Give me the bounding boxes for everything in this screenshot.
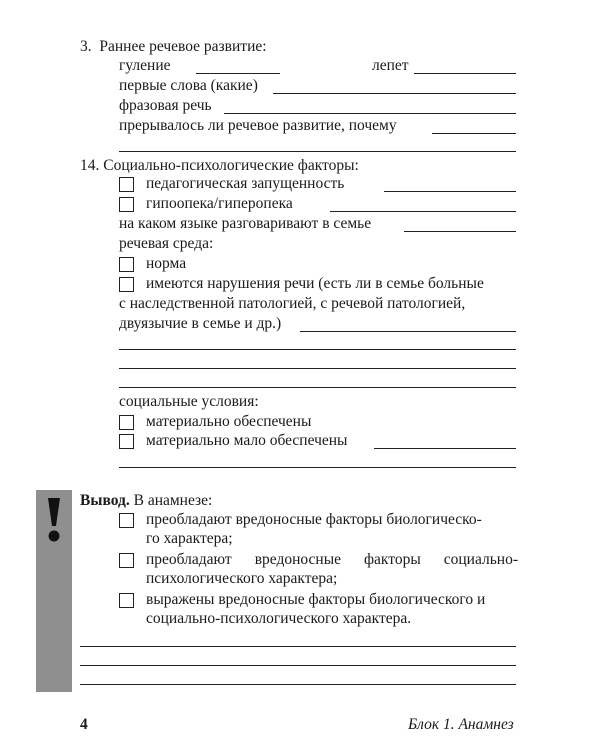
phrasal-label: фразовая речь: [119, 97, 212, 114]
both-label-1: выражены вредоносные факторы биологического и: [146, 591, 486, 608]
lepet-label: лепет: [372, 57, 409, 74]
poorly-off-checkbox[interactable]: [119, 434, 134, 449]
conclusion-text: В анамнезе:: [133, 492, 213, 509]
hypoopeka-checkbox[interactable]: [119, 197, 134, 212]
poorly-off-line[interactable]: [374, 448, 516, 449]
social-psych-label-1: [146, 551, 518, 569]
well-off-checkbox[interactable]: [119, 415, 134, 430]
conclusion-line-1[interactable]: [80, 646, 516, 647]
section-14-heading: [80, 157, 359, 175]
phrasal-line[interactable]: [224, 113, 516, 114]
both-checkbox[interactable]: [119, 593, 134, 608]
social-psych-label-1-text: преобладают вредоносные факторы социально-: [146, 551, 518, 568]
disorders-line-4[interactable]: [119, 387, 516, 388]
well-off-label: материально обеспечены: [146, 413, 312, 430]
conclusion-line-2[interactable]: [80, 665, 516, 666]
pedagogical-label: педагогическая запущенность: [146, 175, 345, 192]
disorders-line-1[interactable]: [300, 331, 516, 332]
social-label: социальные условия:: [119, 393, 259, 410]
pedagogical-line[interactable]: [384, 191, 516, 192]
pedagogical-checkbox[interactable]: [119, 177, 134, 192]
disorders-line-3[interactable]: [119, 368, 516, 369]
social-psych-label-2: психологического характера;: [146, 570, 338, 587]
poorly-off-label: материально мало обеспечены: [146, 432, 348, 449]
speech-env-label: речевая среда:: [119, 235, 214, 252]
norm-checkbox[interactable]: [119, 257, 134, 272]
gulenie-line[interactable]: [196, 73, 280, 74]
section-3-title: Раннее речевое развитие:: [99, 38, 267, 55]
biological-label-1: преобладают вредоносные факторы биологическо-: [146, 511, 482, 528]
disorders-label-1: имеются нарушения речи (есть ли в семье больные: [146, 275, 484, 292]
block-title: Блок 1. Анамнез: [408, 716, 514, 733]
hypoopeka-label: гипоопека/гиперопека: [146, 195, 293, 212]
section-3-heading: [80, 38, 267, 56]
first-words-label: первые слова (какие): [119, 77, 258, 94]
section-3-number: 3.: [80, 38, 92, 55]
lepet-line[interactable]: [414, 73, 516, 74]
gulenie-label: гуление: [119, 57, 171, 74]
norm-label: норма: [146, 255, 187, 272]
biological-label-2: го характера;: [146, 530, 233, 547]
interrupted-label: прерывалось ли речевое развитие, почему: [119, 117, 397, 134]
first-words-line[interactable]: [273, 93, 516, 94]
conclusion-line-3[interactable]: [80, 684, 516, 685]
hypoopeka-line[interactable]: [330, 211, 516, 212]
both-label-2: социально-психологического характера.: [146, 610, 412, 627]
conclusion-label: Вывод.: [80, 492, 130, 509]
biological-checkbox[interactable]: [119, 513, 134, 528]
language-line[interactable]: [404, 231, 516, 232]
disorders-line-2[interactable]: [119, 349, 516, 350]
disorders-label-2: с наследственной патологией, с речевой патологией,: [119, 295, 466, 312]
page-number: 4: [80, 716, 88, 733]
language-label: на каком языке разговаривают в семье: [119, 215, 372, 232]
disorders-checkbox[interactable]: [119, 277, 134, 292]
exclamation-icon: [44, 496, 64, 544]
conclusion-heading: [80, 492, 212, 510]
social-psych-checkbox[interactable]: [119, 553, 134, 568]
disorders-label-3: двуязычие в семье и др.): [119, 315, 282, 332]
social-line-2[interactable]: [119, 467, 516, 468]
interrupted-line[interactable]: [432, 133, 516, 134]
section-14-title: Социально-психологические факторы:: [103, 157, 359, 174]
section-14-number: 14.: [80, 157, 100, 174]
attention-sidebar: [36, 490, 72, 692]
interrupted-line-2[interactable]: [119, 151, 516, 152]
